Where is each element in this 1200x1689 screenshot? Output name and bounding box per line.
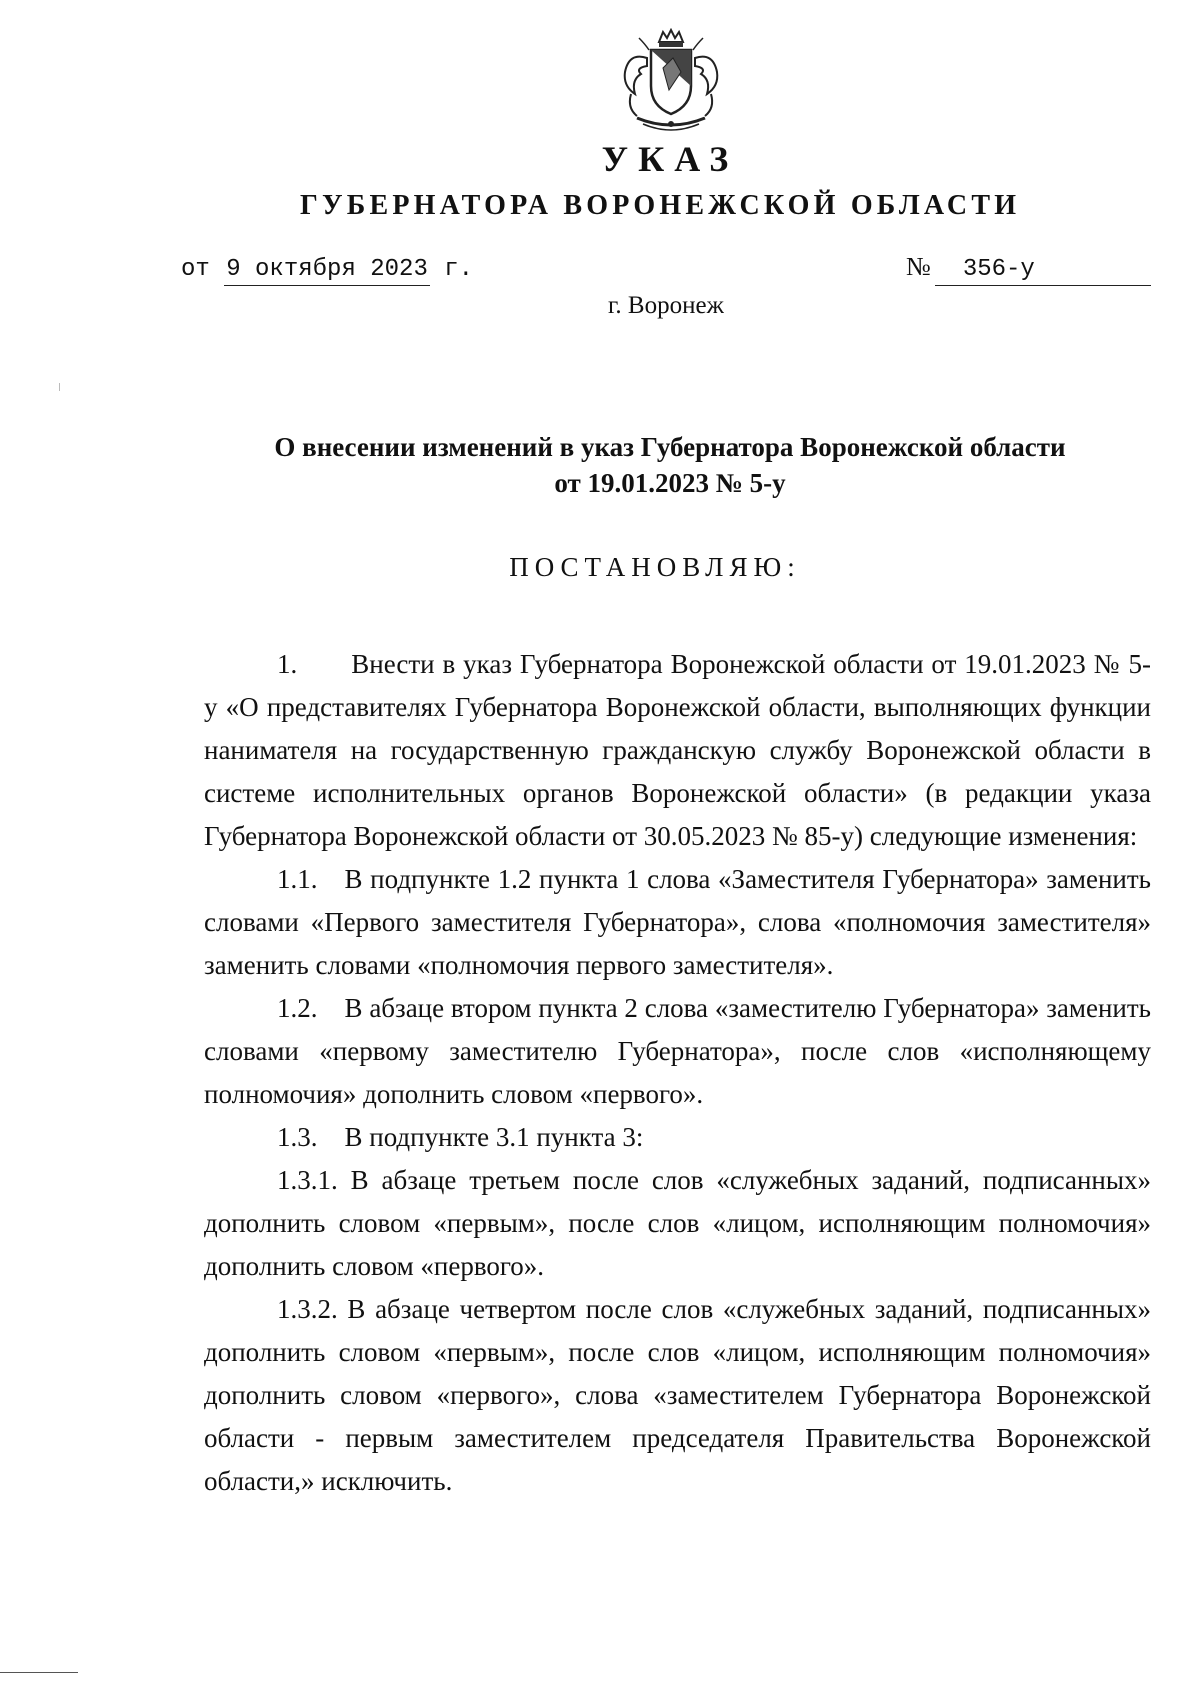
subject-line-1: О внесении изменений в указ Губернатора Воронежской области — [274, 432, 1066, 462]
date-suffix: г. — [444, 256, 474, 283]
paragraph-1: 1. Внести в указ Губернатора Воронежской области от 19.01.2023 № 5-у «О представителях Губернатора Воронежской области, выполняющих функции нанимателя на государственную гражданскую службу Воронежской области в системе исполнительных органов Воронежской области» (в редакции указа Губернатора Воронежской области от 30.05.2023 № 85-у) следующие изменения: — [204, 649, 1151, 851]
paragraph-1-1: 1.1. В подпункте 1.2 пункта 1 слова «Заместителя Губернатора» заменить словами «Первого заместителя Губернатора», слова «полномочия заместителя» заменить словами «полномочия первого заместителя». — [204, 864, 1151, 980]
document-subject — [0, 429, 1200, 501]
document-number: 356-у — [935, 256, 1151, 286]
footnote-rule — [0, 1672, 78, 1673]
date-prefix: от — [181, 256, 210, 283]
document-date-line — [181, 256, 473, 286]
paragraph-1-3: 1.3. В подпункте 3.1 пункта 3: — [277, 1122, 644, 1152]
document-body — [204, 643, 1151, 1503]
decree-word: ПОСТАНОВЛЯЮ: — [509, 552, 801, 582]
number-sign: № — [906, 252, 931, 281]
paragraph-1-3-1: 1.3.1. В абзаце третьем после слов «служебных заданий, подписанных» дополнить словом «первым», после слов «лицом, исполняющим полномочия» дополнить словом «первого». — [204, 1165, 1151, 1281]
document-date: 9 октября 2023 — [224, 256, 430, 286]
issuer-title: ГУБЕРНАТОРА ВОРОНЕЖСКОЙ ОБЛАСТИ — [300, 190, 1021, 221]
paragraph-1-2: 1.2. В абзаце втором пункта 2 слова «заместителю Губернатора» заменить словами «первому заместителю Губернатора», после слов «исполняющему полномочия» дополнить словом «первого». — [204, 993, 1151, 1109]
coat-of-arms-icon — [615, 28, 727, 136]
scan-margin-mark — [59, 383, 60, 391]
subject-line-2: от 19.01.2023 № 5-у — [554, 468, 786, 498]
city-of-issue: г. Воронеж — [608, 292, 724, 319]
document-type-title: УКАЗ — [601, 139, 739, 179]
document-number-line — [906, 252, 1151, 286]
paragraph-1-3-2: 1.3.2. В абзаце четвертом после слов «служебных заданий, подписанных» дополнить словом «первым», после слов «лицом, исполняющим полномочия» дополнить словом «первого», слова «заместителем Губернатора Воронежской области - первым заместителем председателя Правительства Воронежской области,» исключить. — [204, 1294, 1151, 1496]
